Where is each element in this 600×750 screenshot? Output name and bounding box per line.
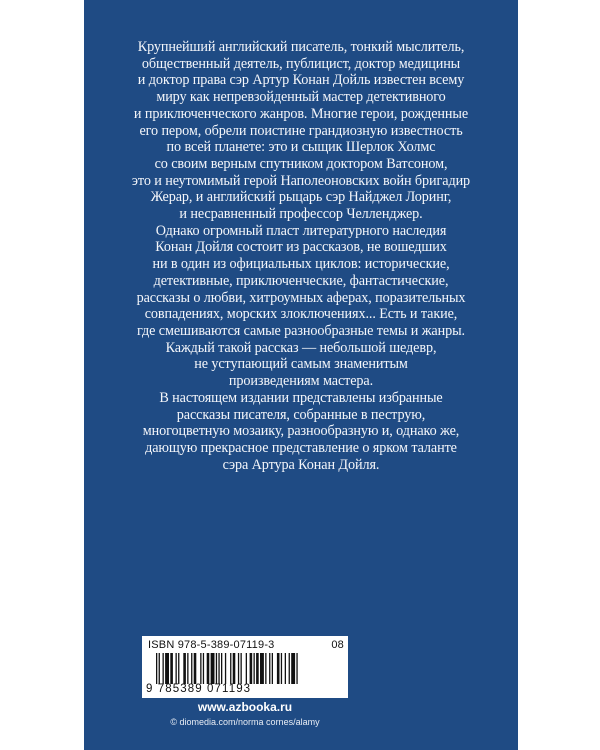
blurb-line: со своим верным спутником доктором Ватсоном, [154, 155, 448, 172]
blurb-line: общественный деятель, публицист, доктор медицины [141, 55, 461, 72]
blurb-paragraph-1 [96, 39, 506, 390]
blurb-line: миру как непревзойденный мастер детективного [156, 89, 446, 106]
blurb-line: это и неутомимый герой Наполеоновских войн бригадир [131, 172, 471, 189]
blurb-line: Крупнейший английский писатель, тонкий мыслитель, [137, 39, 465, 55]
blurb-line: не уступающий самым знаменитым [194, 356, 408, 373]
blurb-line: и доктор права сэр Артур Конан Дойль известен всему [137, 72, 465, 89]
blurb-line: Жерар, и английский рыцарь сэр Найджел Лоринг, [150, 189, 452, 206]
isbn-addon: 08 [331, 639, 344, 651]
barcode-icon [156, 653, 344, 684]
blurb-line: его пером, обрели поистине грандиозную известность [139, 122, 463, 139]
photo-credit: © diomedia.com/norma cornes/alamy [170, 717, 320, 727]
blurb-line: и приключенческого жанров. Многие герои, рожденные [133, 105, 469, 122]
blurb-line: рассказы писателя, собранные в пеструю, [176, 406, 426, 423]
publisher-website[interactable]: www.azbooka.ru [197, 700, 293, 714]
blurb-line: ни в один из официальных циклов: исторические, [152, 256, 450, 273]
blurb-line: произведениям мастера. [228, 373, 374, 390]
barcode-panel [142, 636, 348, 698]
blurb-line: Конан Дойля состоит из рассказов, не вошедших [155, 239, 447, 256]
blurb-paragraph-2 [96, 390, 506, 474]
barcode-digits: 9 785389 071193 [146, 683, 252, 695]
blurb-line: сэра Артура Конан Дойля. [222, 456, 380, 473]
blurb-line: совпадениях, морских злоключениях... Есть и такие, [144, 306, 458, 323]
blurb-line: детективные, приключенческие, фантастические, [153, 272, 449, 289]
blurb-line: Каждый такой рассказ — небольшой шедевр, [165, 339, 437, 356]
blurb-line: рассказы о любви, хитроумных аферах, поразительных [136, 289, 466, 306]
blurb-line: Однако огромный пласт литературного наследия [155, 222, 447, 239]
isbn-number: ISBN 978-5-389-07119-3 [148, 639, 275, 651]
blurb-line: и несравненный профессор Челленджер. [179, 206, 423, 223]
blurb-line: В настоящем издании представлены избранные [159, 390, 443, 406]
blurb-line: многоцветную мозаику, разнообразную и, однако же, [142, 423, 460, 440]
blurb-line: по всей планете: это и сыщик Шерлок Холмс [166, 139, 436, 156]
blurb-line: дающую прекрасное представление о ярком таланте [145, 440, 457, 457]
blurb-line: где смешиваются самые разнообразные темы и жанры. [137, 322, 465, 339]
